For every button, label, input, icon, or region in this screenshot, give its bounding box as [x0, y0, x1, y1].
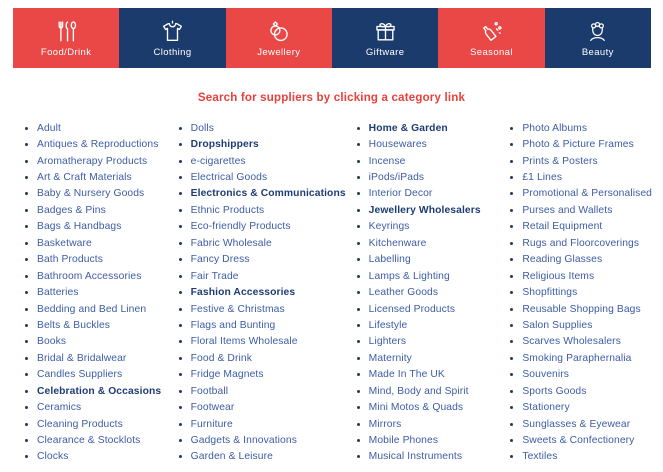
- category-column-3: [346, 120, 500, 465]
- bullet-icon: [357, 406, 360, 409]
- bullet-icon: [179, 143, 182, 146]
- category-column-2: [168, 120, 346, 465]
- category-link-basketware[interactable]: Basketware: [37, 237, 92, 249]
- bullet-icon: [510, 308, 513, 311]
- bullet-icon: [179, 357, 182, 360]
- category-list-item: [499, 301, 653, 317]
- category-list-item: [168, 432, 346, 448]
- category-link-candles-suppliers[interactable]: Candles Suppliers: [37, 369, 123, 381]
- bullet-icon: [357, 225, 360, 228]
- category-list: [168, 120, 346, 465]
- bullet-icon: [357, 357, 360, 360]
- bullet-icon: [25, 373, 28, 376]
- category-list-item: [346, 219, 500, 235]
- bullet-icon: [25, 406, 28, 409]
- category-list-item: [168, 301, 346, 317]
- bullet-icon: [25, 455, 28, 458]
- category-link-mirrors[interactable]: Mirrors: [368, 418, 402, 430]
- category-link-textiles[interactable]: Textiles: [522, 451, 558, 463]
- category-link-gadgets-innovations[interactable]: Gadgets & Innovations: [190, 435, 297, 447]
- category-link-celebration-occasions[interactable]: Celebration & Occasions: [37, 385, 162, 397]
- category-link-bath-products[interactable]: Bath Products: [37, 254, 103, 266]
- category-nav: [13, 8, 651, 68]
- category-link-mobile-phones[interactable]: Mobile Phones: [368, 435, 439, 447]
- category-link-eco-friendly-products[interactable]: Eco-friendly Products: [190, 221, 291, 233]
- category-link-sports-goods[interactable]: Sports Goods: [522, 385, 587, 397]
- tab-food-drink[interactable]: [13, 8, 119, 68]
- category-link-furniture[interactable]: Furniture: [190, 418, 233, 430]
- category-link-made-in-the-uk[interactable]: Made In The UK: [368, 369, 445, 381]
- category-link-salon-supplies[interactable]: Salon Supplies: [522, 319, 593, 331]
- category-list-item: [346, 252, 500, 268]
- bullet-icon: [179, 324, 182, 327]
- category-list-item: [14, 350, 168, 366]
- category-column-1: [14, 120, 168, 465]
- category-list-item: [14, 169, 168, 185]
- category-list-item: [168, 169, 346, 185]
- category-list-item: [346, 268, 500, 284]
- category-link-footwear[interactable]: Footwear: [190, 402, 235, 414]
- category-list-item: [346, 317, 500, 333]
- bullet-icon: [25, 160, 28, 163]
- bullet-icon: [357, 439, 360, 442]
- category-list-item: [14, 153, 168, 169]
- bullet-icon: [357, 176, 360, 179]
- category-link-housewares[interactable]: Housewares: [368, 139, 427, 151]
- category-link--1-lines[interactable]: £1 Lines: [522, 172, 563, 184]
- bullet-icon: [357, 423, 360, 426]
- category-list-item: [14, 301, 168, 317]
- bullet-icon: [357, 324, 360, 327]
- category-link-prints-posters[interactable]: Prints & Posters: [522, 155, 598, 167]
- bullet-icon: [179, 439, 182, 442]
- category-link-food-drink[interactable]: Food & Drink: [190, 352, 252, 364]
- category-link-labelling[interactable]: Labelling: [368, 254, 411, 266]
- bullet-icon: [179, 127, 182, 130]
- utensils-icon: [54, 19, 79, 44]
- category-list-item: [499, 317, 653, 333]
- bullet-icon: [510, 406, 513, 409]
- bullet-icon: [179, 423, 182, 426]
- bullet-icon: [25, 340, 28, 343]
- bullet-icon: [179, 192, 182, 195]
- category-column-4: [499, 120, 653, 465]
- bullet-icon: [510, 455, 513, 458]
- category-list-item: [346, 153, 500, 169]
- bullet-icon: [510, 258, 513, 261]
- bullet-icon: [357, 258, 360, 261]
- bullet-icon: [510, 127, 513, 130]
- bullet-icon: [357, 291, 360, 294]
- category-list-item: [346, 301, 500, 317]
- category-list-item: [14, 416, 168, 432]
- category-link-kitchenware[interactable]: Kitchenware: [368, 237, 427, 249]
- category-link-promotional-personalised[interactable]: Promotional & Personalised: [522, 188, 653, 200]
- category-link-incense[interactable]: Incense: [368, 155, 406, 167]
- category-list-item: [168, 284, 346, 300]
- category-link-ethnic-products[interactable]: Ethnic Products: [190, 204, 265, 216]
- category-list-item: [346, 449, 500, 465]
- bullet-icon: [357, 340, 360, 343]
- category-columns: [14, 120, 653, 465]
- category-link-lighters[interactable]: Lighters: [368, 336, 407, 348]
- category-list-item: [168, 219, 346, 235]
- bullet-icon: [179, 209, 182, 212]
- category-list-item: [14, 367, 168, 383]
- category-list-item: [346, 169, 500, 185]
- bullet-icon: [25, 390, 28, 393]
- category-list-item: [346, 432, 500, 448]
- category-link-fridge-magnets[interactable]: Fridge Magnets: [190, 369, 264, 381]
- category-link-bags-handbags[interactable]: Bags & Handbags: [37, 221, 122, 233]
- category-list-item: [14, 383, 168, 399]
- category-list-item: [499, 235, 653, 251]
- category-link-football[interactable]: Football: [190, 385, 229, 397]
- category-link-scarves-wholesalers[interactable]: Scarves Wholesalers: [522, 336, 621, 348]
- tab-label: Giftware: [365, 46, 405, 58]
- category-link-lifestyle[interactable]: Lifestyle: [368, 319, 408, 331]
- category-list-item: [168, 416, 346, 432]
- bullet-icon: [510, 143, 513, 146]
- bullet-icon: [510, 340, 513, 343]
- category-list-item: [14, 432, 168, 448]
- category-list-item: [499, 367, 653, 383]
- bullet-icon: [25, 291, 28, 294]
- page-title: Search for suppliers by clicking a category link: [197, 92, 466, 104]
- bullet-icon: [179, 455, 182, 458]
- bullet-icon: [357, 455, 360, 458]
- category-link-floral-items-wholesale[interactable]: Floral Items Wholesale: [190, 336, 298, 348]
- bullet-icon: [357, 275, 360, 278]
- category-link-books[interactable]: Books: [37, 336, 67, 348]
- category-list-item: [499, 268, 653, 284]
- category-list-item: [499, 432, 653, 448]
- bullet-icon: [179, 373, 182, 376]
- category-link-photo-picture-frames[interactable]: Photo & Picture Frames: [522, 139, 634, 151]
- bullet-icon: [179, 291, 182, 294]
- category-list-item: [14, 120, 168, 136]
- category-list-item: [346, 416, 500, 432]
- category-link-photo-albums[interactable]: Photo Albums: [522, 122, 588, 134]
- bullet-icon: [179, 406, 182, 409]
- category-list-item: [346, 120, 500, 136]
- bullet-icon: [510, 242, 513, 245]
- category-list-item: [499, 136, 653, 152]
- category-link-keyrings[interactable]: Keyrings: [368, 221, 410, 233]
- bullet-icon: [25, 357, 28, 360]
- category-link-electronics-communications[interactable]: Electronics & Communications: [190, 188, 346, 200]
- rings-icon: [266, 19, 291, 44]
- category-link-religious-items[interactable]: Religious Items: [522, 270, 595, 282]
- category-list-item: [346, 367, 500, 383]
- category-list-item: [499, 449, 653, 465]
- bullet-icon: [510, 373, 513, 376]
- category-list-item: [346, 186, 500, 202]
- bullet-icon: [357, 308, 360, 311]
- category-list-item: [346, 334, 500, 350]
- category-link-aromatherapy-products[interactable]: Aromatherapy Products: [37, 155, 148, 167]
- category-list-item: [346, 399, 500, 415]
- category-link-retail-equipment[interactable]: Retail Equipment: [522, 221, 603, 233]
- category-link-baby-nursery-goods[interactable]: Baby & Nursery Goods: [37, 188, 145, 200]
- category-link-cleaning-products[interactable]: Cleaning Products: [37, 418, 123, 430]
- bullet-icon: [510, 357, 513, 360]
- bullet-icon: [510, 423, 513, 426]
- tab-label: Clothing: [153, 46, 192, 58]
- category-list-item: [14, 252, 168, 268]
- category-link-fair-trade[interactable]: Fair Trade: [190, 270, 239, 282]
- category-link-flags-and-bunting[interactable]: Flags and Bunting: [190, 319, 276, 331]
- category-list-item: [499, 399, 653, 415]
- category-list-item: [346, 350, 500, 366]
- category-list-item: [168, 449, 346, 465]
- category-link-bridal-bridalwear[interactable]: Bridal & Bridalwear: [37, 352, 127, 364]
- category-link-rugs-and-floorcoverings[interactable]: Rugs and Floorcoverings: [522, 237, 640, 249]
- beauty-icon: [585, 19, 610, 44]
- tab-giftware[interactable]: [332, 8, 438, 68]
- bullet-icon: [25, 423, 28, 426]
- category-link-jewellery-wholesalers[interactable]: Jewellery Wholesalers: [368, 204, 481, 216]
- category-link-musical-instruments[interactable]: Musical Instruments: [368, 451, 463, 463]
- tab-beauty[interactable]: [545, 8, 651, 68]
- category-list-item: [168, 120, 346, 136]
- category-link-reading-glasses[interactable]: Reading Glasses: [522, 254, 603, 266]
- bullet-icon: [510, 225, 513, 228]
- bullet-icon: [510, 439, 513, 442]
- category-list-item: [14, 334, 168, 350]
- category-list-item: [168, 136, 346, 152]
- category-link-licensed-products[interactable]: Licensed Products: [368, 303, 456, 315]
- bullet-icon: [25, 275, 28, 278]
- category-list-item: [168, 268, 346, 284]
- tab-label: Jewellery: [257, 46, 301, 58]
- bullet-icon: [25, 127, 28, 130]
- category-list-item: [499, 284, 653, 300]
- category-list-item: [346, 136, 500, 152]
- bullet-icon: [510, 160, 513, 163]
- bullet-icon: [179, 160, 182, 163]
- category-link-art-craft-materials[interactable]: Art & Craft Materials: [37, 172, 132, 184]
- category-list-item: [14, 317, 168, 333]
- category-link-ipods-ipads[interactable]: iPods/iPads: [368, 172, 425, 184]
- category-list-item: [499, 416, 653, 432]
- bullet-icon: [357, 209, 360, 212]
- category-link-dropshippers[interactable]: Dropshippers: [190, 139, 259, 151]
- bullet-icon: [25, 439, 28, 442]
- category-list-item: [14, 186, 168, 202]
- category-link-belts-buckles[interactable]: Belts & Buckles: [37, 319, 111, 331]
- category-list-item: [14, 202, 168, 218]
- category-link-badges-pins[interactable]: Badges & Pins: [37, 204, 106, 216]
- category-link-stationery[interactable]: Stationery: [522, 402, 570, 414]
- category-list: [499, 120, 653, 465]
- category-list: [14, 120, 168, 465]
- bullet-icon: [25, 242, 28, 245]
- category-list: [346, 120, 500, 465]
- category-list-item: [168, 252, 346, 268]
- category-list-item: [499, 186, 653, 202]
- bullet-icon: [510, 192, 513, 195]
- gift-icon: [373, 19, 398, 44]
- category-list-item: [346, 284, 500, 300]
- category-link-e-cigarettes[interactable]: e-cigarettes: [190, 155, 246, 167]
- tab-label: Food/Drink: [40, 46, 92, 58]
- category-list-item: [14, 399, 168, 415]
- category-link-shopfittings[interactable]: Shopfittings: [522, 287, 578, 299]
- category-list-item: [14, 219, 168, 235]
- tab-seasonal[interactable]: [438, 8, 544, 68]
- tab-label: Seasonal: [470, 46, 513, 58]
- category-list-item: [168, 186, 346, 202]
- category-list-item: [168, 235, 346, 251]
- bullet-icon: [357, 127, 360, 130]
- category-link-mind-body-and-spirit[interactable]: Mind, Body and Spirit: [368, 385, 469, 397]
- category-list-item: [168, 383, 346, 399]
- category-link-batteries[interactable]: Batteries: [37, 287, 79, 299]
- category-list-item: [168, 367, 346, 383]
- category-list-item: [168, 350, 346, 366]
- category-list-item: [499, 219, 653, 235]
- bullet-icon: [25, 143, 28, 146]
- category-link-antiques-reproductions[interactable]: Antiques & Reproductions: [37, 139, 159, 151]
- bullet-icon: [510, 390, 513, 393]
- category-link-electrical-goods[interactable]: Electrical Goods: [190, 172, 268, 184]
- category-list-item: [14, 136, 168, 152]
- category-list-item: [499, 334, 653, 350]
- bullet-icon: [357, 192, 360, 195]
- bullet-icon: [25, 308, 28, 311]
- bullet-icon: [179, 225, 182, 228]
- category-list-item: [499, 120, 653, 136]
- bullet-icon: [357, 143, 360, 146]
- category-list-item: [346, 202, 500, 218]
- category-list-item: [499, 153, 653, 169]
- category-list-item: [346, 383, 500, 399]
- category-list-item: [14, 449, 168, 465]
- category-list-item: [499, 350, 653, 366]
- category-list-item: [168, 153, 346, 169]
- bullet-icon: [25, 258, 28, 261]
- category-link-purses-and-wallets[interactable]: Purses and Wallets: [522, 204, 613, 216]
- bullet-icon: [25, 209, 28, 212]
- category-link-maternity[interactable]: Maternity: [368, 352, 412, 364]
- category-link-lamps-lighting[interactable]: Lamps & Lighting: [368, 270, 450, 282]
- bullet-icon: [179, 176, 182, 179]
- tab-clothing[interactable]: [119, 8, 225, 68]
- bullet-icon: [25, 225, 28, 228]
- category-list-item: [499, 202, 653, 218]
- bullet-icon: [179, 340, 182, 343]
- bullet-icon: [510, 176, 513, 179]
- category-link-fancy-dress[interactable]: Fancy Dress: [190, 254, 250, 266]
- category-link-interior-decor[interactable]: Interior Decor: [368, 188, 433, 200]
- category-link-ceramics[interactable]: Ceramics: [37, 402, 82, 414]
- category-list-item: [499, 383, 653, 399]
- category-link-souvenirs[interactable]: Souvenirs: [522, 369, 570, 381]
- bullet-icon: [357, 242, 360, 245]
- category-link-clocks[interactable]: Clocks: [37, 451, 69, 463]
- category-link-reusable-shopping-bags[interactable]: Reusable Shopping Bags: [522, 303, 641, 315]
- category-link-leather-goods[interactable]: Leather Goods: [368, 287, 439, 299]
- bullet-icon: [510, 209, 513, 212]
- category-link-dolls[interactable]: Dolls: [190, 122, 215, 134]
- category-link-home-garden[interactable]: Home & Garden: [368, 122, 448, 134]
- bullet-icon: [179, 390, 182, 393]
- bullet-icon: [25, 192, 28, 195]
- category-link-sunglasses-eyewear[interactable]: Sunglasses & Eyewear: [522, 418, 631, 430]
- category-link-festive-christmas[interactable]: Festive & Christmas: [190, 303, 285, 315]
- category-link-mini-motos-quads[interactable]: Mini Motos & Quads: [368, 402, 464, 414]
- bullet-icon: [179, 242, 182, 245]
- category-link-bathroom-accessories[interactable]: Bathroom Accessories: [37, 270, 142, 282]
- category-list-item: [168, 202, 346, 218]
- category-link-smoking-paraphernalia[interactable]: Smoking Paraphernalia: [522, 352, 632, 364]
- tab-label: Beauty: [581, 46, 614, 58]
- category-list-item: [168, 317, 346, 333]
- bullet-icon: [357, 390, 360, 393]
- category-list-item: [499, 252, 653, 268]
- category-link-fashion-accessories[interactable]: Fashion Accessories: [190, 287, 296, 299]
- category-list-item: [14, 235, 168, 251]
- category-list-item: [346, 235, 500, 251]
- tab-jewellery[interactable]: [226, 8, 332, 68]
- bullet-icon: [357, 160, 360, 163]
- category-link-garden-leisure[interactable]: Garden & Leisure: [190, 451, 273, 463]
- bullet-icon: [510, 291, 513, 294]
- category-link-clearance-stocklots[interactable]: Clearance & Stocklots: [37, 435, 141, 447]
- bullet-icon: [25, 176, 28, 179]
- bullet-icon: [25, 324, 28, 327]
- category-link-bedding-and-bed-linen[interactable]: Bedding and Bed Linen: [37, 303, 147, 315]
- category-list-item: [14, 268, 168, 284]
- bullet-icon: [179, 275, 182, 278]
- category-link-sweets-confectionery[interactable]: Sweets & Confectionery: [522, 435, 635, 447]
- category-list-item: [168, 334, 346, 350]
- bullet-icon: [179, 258, 182, 261]
- bullet-icon: [510, 275, 513, 278]
- bullet-icon: [357, 373, 360, 376]
- party-bottle-icon: [479, 19, 504, 44]
- bullet-icon: [510, 324, 513, 327]
- category-link-fabric-wholesale[interactable]: Fabric Wholesale: [190, 237, 272, 249]
- tshirt-icon: [160, 19, 185, 44]
- category-list-item: [14, 284, 168, 300]
- category-list-item: [499, 169, 653, 185]
- category-link-adult[interactable]: Adult: [37, 122, 61, 134]
- category-list-item: [168, 399, 346, 415]
- bullet-icon: [179, 308, 182, 311]
